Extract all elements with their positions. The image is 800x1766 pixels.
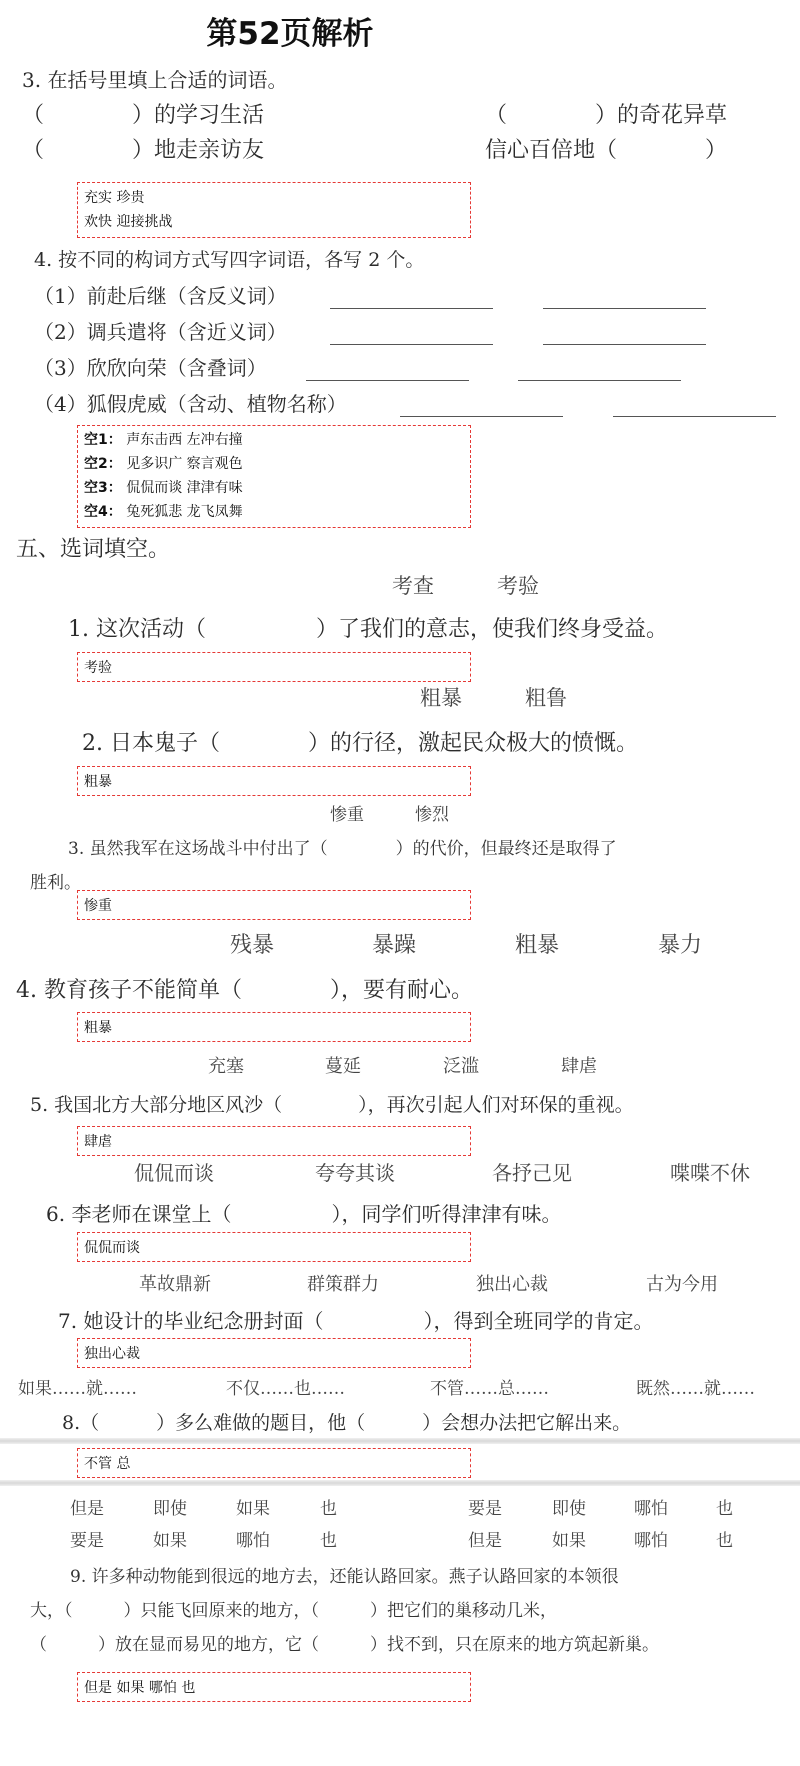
s5-q2-options: 粗暴 粗鲁: [420, 686, 567, 710]
s5-q9-opt-r2l-3: 哪怕: [236, 1531, 270, 1551]
s5-q9-opt-r1l-4: 也: [320, 1499, 337, 1519]
s5-q7-answer: 独出心裁: [77, 1338, 471, 1368]
q4-item-1: （1）前赴后继（含反义词）: [34, 284, 287, 308]
s5-q9-opt-r1l-3: 如果: [236, 1499, 270, 1519]
s5-q8-sentence: 8.（ ）多么难做的题目，他（ ）会想办法把它解出来。: [62, 1412, 632, 1434]
s5-q1-sentence: 1. 这次活动（ ）了我们的意志，使我们终身受益。: [68, 617, 668, 642]
scan-band-2: [0, 1480, 800, 1486]
q4-answer-4: 空4： 兔死狐悲 龙飞凤舞: [84, 504, 243, 520]
q3-answer-line1: 充实 珍贵: [84, 190, 145, 206]
q4-answer-box: [77, 425, 471, 528]
s5-q8-option-4: 既然……就……: [636, 1379, 755, 1399]
s5-q8-answer: 不管 总: [77, 1448, 471, 1478]
q4-answer-3: 空3： 侃侃而谈 津津有味: [84, 480, 243, 496]
s5-q9-answer: 但是 如果 哪怕 也: [77, 1672, 471, 1702]
s5-q8-option-1: 如果……就……: [18, 1379, 137, 1399]
s5-q5-answer: 肆虐: [77, 1126, 471, 1156]
s5-q8-option-3: 不管……总……: [430, 1379, 549, 1399]
s5-q9-line1: 9. 许多种动物能到很远的地方去，还能认路回家。燕子认路回家的本领很: [70, 1567, 619, 1587]
s5-q5-option-2: 蔓延: [325, 1056, 361, 1077]
q3-row1-right: （ ）的奇花异草: [485, 103, 728, 128]
s5-q1-options: 考查 考验: [392, 574, 539, 598]
s5-q4-sentence: 4. 教育孩子不能简单（ ），要有耐心。: [16, 978, 473, 1003]
s5-q9-opt-r2r-3: 哪怕: [634, 1531, 668, 1551]
q4-item-4: （4）狐假虎威（含动、植物名称）: [34, 392, 347, 416]
s5-q9-opt-r1r-4: 也: [716, 1499, 733, 1519]
s5-q9-opt-r2l-2: 如果: [153, 1531, 187, 1551]
s5-q9-line2: 大，（ ）只能飞回原来的地方，（ ）把它们的巢移动几米，: [30, 1601, 557, 1621]
s5-q4-option-1: 残暴: [230, 933, 275, 958]
s5-q7-sentence: 7. 她设计的毕业纪念册封面（ ），得到全班同学的肯定。: [58, 1309, 654, 1333]
q4-item-3: （3）欣欣向荣（含叠词）: [34, 356, 267, 380]
s5-q4-option-2: 暴躁: [372, 933, 417, 958]
s5-q6-option-1: 侃侃而谈: [134, 1161, 214, 1185]
s5-q9-opt-r1r-2: 即使: [552, 1499, 586, 1519]
s5-q6-option-3: 各抒己见: [492, 1161, 572, 1185]
s5-q9-opt-r2r-2: 如果: [552, 1531, 586, 1551]
s5-q7-option-2: 群策群力: [307, 1274, 379, 1295]
q3-answer-line2: 欢快 迎接挑战: [84, 214, 173, 230]
s5-q5-option-3: 泛滥: [443, 1056, 479, 1077]
s5-q3-answer: 惨重: [77, 890, 471, 920]
q4-blank-3a: [306, 362, 469, 381]
q4-blank-2a: [330, 326, 493, 345]
s5-q5-option-4: 肆虐: [561, 1056, 597, 1077]
section5-heading: 五、选词填空。: [16, 537, 171, 562]
s5-q3-options: 惨重 惨烈: [330, 805, 449, 825]
s5-q9-opt-r1l-2: 即使: [153, 1499, 187, 1519]
s5-q9-opt-r1r-3: 哪怕: [634, 1499, 668, 1519]
q4-heading: 4. 按不同的构词方式写四字词语，各写 2 个。: [34, 249, 425, 271]
q3-row2-right: 信心百倍地（ ）: [485, 138, 728, 163]
q3-row2-left: （ ）地走亲访友: [22, 138, 265, 163]
s5-q9-opt-r2r-4: 也: [716, 1531, 733, 1551]
s5-q7-option-3: 独出心裁: [476, 1274, 548, 1295]
s5-q4-option-4: 暴力: [658, 933, 703, 958]
q3-row1-left: （ ）的学习生活: [22, 103, 265, 128]
q4-answer-1: 空1： 声东击西 左冲右撞: [84, 432, 243, 448]
s5-q3-sentence-line1: 3. 虽然我军在这场战斗中付出了（ ）的代价，但最终还是取得了: [68, 839, 617, 859]
s5-q8-option-2: 不仅……也……: [226, 1379, 345, 1399]
s5-q1-answer: 考验: [77, 652, 471, 682]
s5-q7-option-1: 革故鼎新: [139, 1274, 211, 1295]
q4-blank-4b: [613, 398, 776, 417]
q4-blank-1a: [330, 290, 493, 309]
s5-q6-answer: 侃侃而谈: [77, 1232, 471, 1262]
s5-q9-opt-r1r-1: 要是: [468, 1499, 502, 1519]
s5-q9-opt-r2l-4: 也: [320, 1531, 337, 1551]
q4-blank-3b: [518, 362, 681, 381]
s5-q5-option-1: 充塞: [208, 1056, 244, 1077]
s5-q2-answer: 粗暴: [77, 766, 471, 796]
s5-q9-line3: （ ）放在显而易见的地方，它（ ）找不到，只在原来的地方筑起新巢。: [30, 1635, 659, 1655]
s5-q5-sentence: 5. 我国北方大部分地区风沙（ ），再次引起人们对环保的重视。: [30, 1094, 634, 1116]
s5-q4-option-3: 粗暴: [515, 933, 560, 958]
s5-q6-sentence: 6. 李老师在课堂上（ ），同学们听得津津有味。: [46, 1202, 562, 1226]
q4-blank-1b: [543, 290, 706, 309]
s5-q2-sentence: 2. 日本鬼子（ ）的行径，激起民众极大的愤慨。: [82, 731, 638, 756]
q4-blank-2b: [543, 326, 706, 345]
s5-q4-answer: 粗暴: [77, 1012, 471, 1042]
q4-item-2: （2）调兵遣将（含近义词）: [34, 320, 287, 344]
scan-band-1: [0, 1438, 800, 1444]
q4-blank-4a: [400, 398, 563, 417]
s5-q6-option-4: 喋喋不休: [670, 1161, 750, 1185]
s5-q9-opt-r1l-1: 但是: [70, 1499, 104, 1519]
q4-answer-2: 空2： 见多识广 察言观色: [84, 456, 243, 472]
page-title: 第52页解析: [206, 16, 374, 52]
s5-q9-opt-r2r-1: 但是: [468, 1531, 502, 1551]
s5-q7-option-4: 古为今用: [646, 1274, 718, 1295]
s5-q6-option-2: 夸夸其谈: [315, 1161, 395, 1185]
q3-answer-box: [77, 182, 471, 238]
q3-heading: 3. 在括号里填上合适的词语。: [22, 68, 288, 92]
s5-q9-opt-r2l-1: 要是: [70, 1531, 104, 1551]
s5-q3-sentence-line2: 胜利。: [30, 873, 81, 893]
